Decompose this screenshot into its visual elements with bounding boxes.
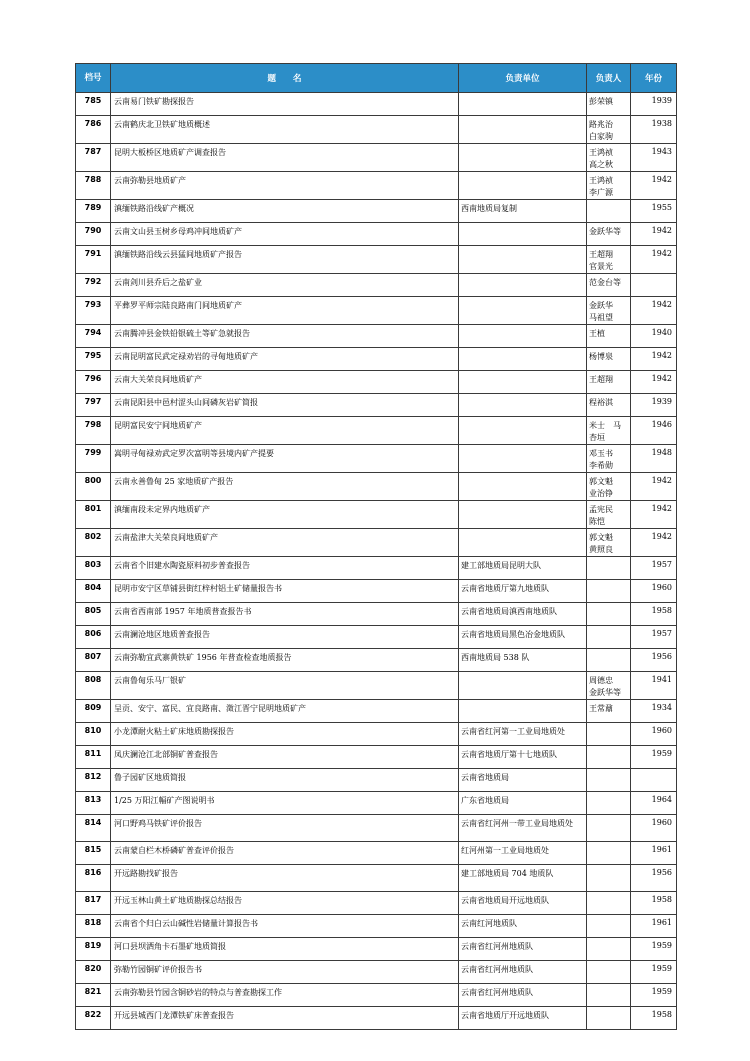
archive-no-cell: 800: [76, 473, 111, 501]
title-cell: 云南省西南部 1957 年地质普查报告书: [111, 603, 459, 626]
person-cell: [587, 144, 631, 172]
header-year: [631, 64, 677, 93]
table-row: [76, 348, 677, 371]
archive-no-cell: 816: [76, 865, 111, 892]
unit-cell: 建工部地质局昆明大队: [459, 557, 587, 580]
unit-cell: [459, 223, 587, 246]
person-name: 金跃华: [589, 301, 613, 310]
title-cell: 开远路勘找矿报告: [111, 865, 459, 892]
year-cell: 1940: [631, 325, 677, 348]
person-name: 杨博泉: [589, 352, 613, 361]
archive-no-cell: 786: [76, 116, 111, 144]
unit-cell: 西南地质局复制: [459, 200, 587, 223]
year-cell: 1959: [631, 938, 677, 961]
person-name: 程裕淇: [589, 398, 613, 407]
table-body: [76, 93, 677, 1030]
person-cell: [587, 672, 631, 700]
unit-cell: 云南省地质厅第十七地质队: [459, 746, 587, 769]
archive-no-cell: 811: [76, 746, 111, 769]
archive-no-cell: 802: [76, 529, 111, 557]
archive-no-cell: 792: [76, 274, 111, 297]
table-row: [76, 626, 677, 649]
unit-cell: [459, 501, 587, 529]
person-name: 彭荣镇: [589, 97, 613, 106]
archive-no-cell: 815: [76, 842, 111, 865]
year-cell: 1961: [631, 915, 677, 938]
table-row: [76, 580, 677, 603]
year-cell: 1942: [631, 529, 677, 557]
title-cell: 鲁子园矿区地质简报: [111, 769, 459, 792]
table-row: [76, 529, 677, 557]
table-row: [76, 984, 677, 1007]
person-cell: [587, 557, 631, 580]
person-cell: [587, 445, 631, 473]
header-unit: [459, 64, 587, 93]
title-cell: 云南澜沧地区地质普查报告: [111, 626, 459, 649]
table-row: [76, 892, 677, 915]
unit-cell: [459, 417, 587, 445]
table-row: [76, 246, 677, 274]
table-row: [76, 557, 677, 580]
unit-cell: 红河州第一工业局地质处: [459, 842, 587, 865]
person-cell: [587, 223, 631, 246]
unit-cell: [459, 394, 587, 417]
person-cell: [587, 580, 631, 603]
archive-no-cell: 808: [76, 672, 111, 700]
unit-cell: [459, 144, 587, 172]
year-cell: 1938: [631, 116, 677, 144]
person-cell: [587, 723, 631, 746]
person-name: 黄照良: [589, 545, 613, 554]
person-cell: [587, 325, 631, 348]
archive-table: [75, 63, 677, 1030]
table-row: [76, 93, 677, 116]
title-cell: 凤庆澜沧江北部铜矿普查报告: [111, 746, 459, 769]
unit-cell: [459, 348, 587, 371]
unit-cell: 云南省红河第一工业局地质处: [459, 723, 587, 746]
title-cell: 云南省个旧建水陶瓷原料初步普查报告: [111, 557, 459, 580]
person-cell: [587, 501, 631, 529]
table-row: [76, 792, 677, 815]
archive-no-cell: 807: [76, 649, 111, 672]
unit-cell: 云南省地质局: [459, 769, 587, 792]
archive-no-cell: 791: [76, 246, 111, 274]
person-name: 业治铮: [589, 489, 613, 498]
archive-no-cell: 813: [76, 792, 111, 815]
table-row: [76, 915, 677, 938]
header-year-label: 年份: [644, 74, 662, 84]
title-cell: 云南大关荣良间地质矿产: [111, 371, 459, 394]
person-name: 高之秋: [589, 160, 613, 169]
title-cell: 开远玉林山黄土矿地质勘探总结报告: [111, 892, 459, 915]
person-cell: [587, 246, 631, 274]
person-name: 陈恺: [589, 517, 605, 526]
person-cell: [587, 700, 631, 723]
year-cell: 1959: [631, 746, 677, 769]
unit-cell: [459, 529, 587, 557]
table-row: [76, 842, 677, 865]
person-cell: [587, 915, 631, 938]
table-row: [76, 445, 677, 473]
year-cell: 1959: [631, 984, 677, 1007]
person-cell: [587, 348, 631, 371]
person-cell: [587, 603, 631, 626]
year-cell: 1958: [631, 603, 677, 626]
title-cell: 呈贡、安宁、富民、宜良路南、澂江晋宁昆明地质矿产: [111, 700, 459, 723]
title-cell: 云南盐津大关荣良间地质矿产: [111, 529, 459, 557]
year-cell: 1955: [631, 200, 677, 223]
person-name: 官景光: [589, 262, 613, 271]
year-cell: 1956: [631, 865, 677, 892]
table-row: [76, 417, 677, 445]
header-archive-no: [76, 64, 111, 93]
person-name: 王常鼐: [589, 704, 613, 713]
table-row: [76, 961, 677, 984]
unit-cell: 云南省地质局开远地质队: [459, 892, 587, 915]
archive-no-cell: 806: [76, 626, 111, 649]
header-title-label: 题 名: [267, 74, 302, 84]
person-name: 孟宪民: [589, 505, 613, 514]
year-cell: 1959: [631, 961, 677, 984]
person-name: 金跃华等: [589, 688, 621, 697]
unit-cell: [459, 116, 587, 144]
title-cell: 云南易门铁矿勘探报告: [111, 93, 459, 116]
table-row: [76, 501, 677, 529]
year-cell: 1934: [631, 700, 677, 723]
title-cell: 云南省个归白云山碱性岩储量计算报告书: [111, 915, 459, 938]
archive-no-cell: 799: [76, 445, 111, 473]
unit-cell: [459, 246, 587, 274]
person-cell: [587, 274, 631, 297]
person-cell: [587, 1007, 631, 1030]
person-cell: [587, 865, 631, 892]
year-cell: 1942: [631, 172, 677, 200]
title-cell: 平彝罗平师宗陆良路南门间地质矿产: [111, 297, 459, 325]
archive-no-cell: 789: [76, 200, 111, 223]
person-cell: [587, 961, 631, 984]
archive-no-cell: 795: [76, 348, 111, 371]
table-row: [76, 144, 677, 172]
unit-cell: 云南省红河州地质队: [459, 938, 587, 961]
year-cell: 1942: [631, 297, 677, 325]
person-cell: [587, 297, 631, 325]
table-header-row: [76, 64, 677, 93]
year-cell: 1939: [631, 394, 677, 417]
title-cell: 昆明市安宁区草铺县街红梓村铝土矿储量报告书: [111, 580, 459, 603]
title-cell: 滇缅铁路沿线矿产概况: [111, 200, 459, 223]
unit-cell: [459, 93, 587, 116]
unit-cell: [459, 473, 587, 501]
person-cell: [587, 371, 631, 394]
archive-no-cell: 822: [76, 1007, 111, 1030]
title-cell: 云南永善鲁甸 25 家地质矿产报告: [111, 473, 459, 501]
archive-no-cell: 797: [76, 394, 111, 417]
unit-cell: [459, 672, 587, 700]
title-cell: 滇缅南段未定界内地质矿产: [111, 501, 459, 529]
title-cell: 云南文山县玉树乡母鸡冲间地质矿产: [111, 223, 459, 246]
year-cell: 1957: [631, 626, 677, 649]
table-row: [76, 371, 677, 394]
person-cell: [587, 842, 631, 865]
year-cell: 1942: [631, 501, 677, 529]
archive-no-cell: 819: [76, 938, 111, 961]
archive-no-cell: 787: [76, 144, 111, 172]
archive-no-cell: 793: [76, 297, 111, 325]
table-row: [76, 700, 677, 723]
person-name: 邓玉书: [589, 449, 613, 458]
title-cell: 云南弥勒县竹园含铜砂岩的特点与普查勘探工作: [111, 984, 459, 1007]
title-cell: 1/25 万阳江幅矿产图说明书: [111, 792, 459, 815]
header-person: [587, 64, 631, 93]
year-cell: 1943: [631, 144, 677, 172]
archive-no-cell: 804: [76, 580, 111, 603]
title-cell: 云南鹤庆北卫铁矿地质概述: [111, 116, 459, 144]
year-cell: 1956: [631, 649, 677, 672]
person-name: 周德忠: [589, 676, 613, 685]
archive-no-cell: 810: [76, 723, 111, 746]
table-row: [76, 325, 677, 348]
year-cell: 1941: [631, 672, 677, 700]
year-cell: 1960: [631, 580, 677, 603]
unit-cell: 云南省地质局黑色冶金地质队: [459, 626, 587, 649]
unit-cell: 云南红河地质队: [459, 915, 587, 938]
table-row: [76, 769, 677, 792]
person-cell: [587, 473, 631, 501]
archive-no-cell: 794: [76, 325, 111, 348]
person-cell: [587, 792, 631, 815]
year-cell: 1960: [631, 723, 677, 746]
unit-cell: 云南省地质厅开远地质队: [459, 1007, 587, 1030]
person-name: 王超翔: [589, 375, 613, 384]
year-cell: 1964: [631, 792, 677, 815]
year-cell: 1939: [631, 93, 677, 116]
unit-cell: [459, 700, 587, 723]
year-cell: 1958: [631, 1007, 677, 1030]
table-row: [76, 938, 677, 961]
person-cell: [587, 938, 631, 961]
person-name: 郭文魁: [589, 477, 613, 486]
title-cell: 嵩明寻甸禄劝武定罗次富明等县境内矿产提要: [111, 445, 459, 473]
table-row: [76, 1007, 677, 1030]
person-cell: [587, 172, 631, 200]
unit-cell: 云南省红河州一带工业局地质处: [459, 815, 587, 842]
person-cell: [587, 769, 631, 792]
person-cell: [587, 626, 631, 649]
year-cell: [631, 769, 677, 792]
archive-no-cell: 809: [76, 700, 111, 723]
unit-cell: [459, 297, 587, 325]
header-archive-no-label: 档号: [84, 72, 102, 83]
person-name: 王鸿祯: [589, 148, 613, 157]
table-row: [76, 172, 677, 200]
archive-no-cell: 817: [76, 892, 111, 915]
person-name: 李广源: [589, 188, 613, 197]
unit-cell: 建工部地质局 704 地质队: [459, 865, 587, 892]
year-cell: 1958: [631, 892, 677, 915]
archive-no-cell: 803: [76, 557, 111, 580]
table-row: [76, 223, 677, 246]
person-cell: [587, 93, 631, 116]
year-cell: 1942: [631, 348, 677, 371]
person-cell: [587, 200, 631, 223]
person-cell: [587, 984, 631, 1007]
title-cell: 昆明大板桥区地质矿产调查报告: [111, 144, 459, 172]
table-row: [76, 672, 677, 700]
year-cell: 1960: [631, 815, 677, 842]
archive-no-cell: 788: [76, 172, 111, 200]
archive-no-cell: 821: [76, 984, 111, 1007]
title-cell: 云南弥勒宜武寨黄铁矿 1956 年普查检查地质报告: [111, 649, 459, 672]
table-row: [76, 746, 677, 769]
person-name: 范金台等: [589, 278, 621, 287]
person-name: 金跃华等: [589, 227, 621, 236]
unit-cell: 云南省红河州地质队: [459, 984, 587, 1007]
table-row: [76, 865, 677, 892]
table-row: [76, 200, 677, 223]
table-row: [76, 116, 677, 144]
unit-cell: [459, 172, 587, 200]
person-name: 王鸿祯: [589, 176, 613, 185]
title-cell: 云南鲁甸乐马厂银矿: [111, 672, 459, 700]
unit-cell: 广东省地质局: [459, 792, 587, 815]
person-name: 米士 马: [589, 421, 621, 430]
person-name: 马祖望: [589, 313, 613, 322]
title-cell: 云南剑川县乔后之盐矿业: [111, 274, 459, 297]
table-row: [76, 815, 677, 842]
archive-no-cell: 798: [76, 417, 111, 445]
year-cell: 1961: [631, 842, 677, 865]
archive-no-cell: 790: [76, 223, 111, 246]
archive-no-cell: 814: [76, 815, 111, 842]
archive-no-cell: 818: [76, 915, 111, 938]
person-cell: [587, 394, 631, 417]
person-cell: [587, 116, 631, 144]
title-cell: 小龙潭耐火粘土矿床地质勘探报告: [111, 723, 459, 746]
person-cell: [587, 815, 631, 842]
year-cell: 1942: [631, 223, 677, 246]
person-cell: [587, 417, 631, 445]
archive-no-cell: 796: [76, 371, 111, 394]
person-cell: [587, 892, 631, 915]
title-cell: 云南弥勒县地质矿产: [111, 172, 459, 200]
unit-cell: 云南省地质局滇西南地质队: [459, 603, 587, 626]
year-cell: 1942: [631, 246, 677, 274]
person-name: 郭文魁: [589, 533, 613, 542]
table-row: [76, 394, 677, 417]
year-cell: 1948: [631, 445, 677, 473]
person-name: 白家驹: [589, 132, 613, 141]
table-row: [76, 473, 677, 501]
year-cell: 1957: [631, 557, 677, 580]
title-cell: 云南腾冲县金铁铅银硫土等矿急就报告: [111, 325, 459, 348]
title-cell: 弥勒竹园铜矿评价报告书: [111, 961, 459, 984]
unit-cell: 云南省红河州地质队: [459, 961, 587, 984]
title-cell: 云南昆阳县中邑村涩头山间磷灰岩矿简报: [111, 394, 459, 417]
table-row: [76, 603, 677, 626]
table-row: [76, 723, 677, 746]
person-name: 王超翔: [589, 250, 613, 259]
title-cell: 滇缅铁路沿线云县猛间地质矿产报告: [111, 246, 459, 274]
table-row: [76, 297, 677, 325]
unit-cell: [459, 325, 587, 348]
person-cell: [587, 649, 631, 672]
title-cell: 昆明富民安宁间地质矿产: [111, 417, 459, 445]
person-name: 王植: [589, 329, 605, 338]
header-person-label: 负责人: [595, 74, 622, 84]
archive-no-cell: 785: [76, 93, 111, 116]
title-cell: 开远县城西门龙潭铁矿床普查报告: [111, 1007, 459, 1030]
title-cell: 云南蒙自栏木桥磷矿普查评价报告: [111, 842, 459, 865]
person-name: 路兆治: [589, 120, 613, 129]
person-cell: [587, 746, 631, 769]
archive-no-cell: 805: [76, 603, 111, 626]
year-cell: 1942: [631, 473, 677, 501]
person-name: 杏垣: [589, 433, 605, 442]
archive-no-cell: 801: [76, 501, 111, 529]
unit-cell: [459, 371, 587, 394]
year-cell: 1946: [631, 417, 677, 445]
unit-cell: 云南省地质厅第九地质队: [459, 580, 587, 603]
person-name: 李希勋: [589, 461, 613, 470]
year-cell: [631, 274, 677, 297]
header-unit-label: 负责单位: [505, 74, 540, 84]
archive-no-cell: 812: [76, 769, 111, 792]
table-row: [76, 649, 677, 672]
title-cell: 河口县坝洒角卡石墨矿地质简报: [111, 938, 459, 961]
header-title: [111, 64, 459, 93]
table-row: [76, 274, 677, 297]
unit-cell: 西南地质局 538 队: [459, 649, 587, 672]
archive-no-cell: 820: [76, 961, 111, 984]
title-cell: 河口野鸡马铁矿评价报告: [111, 815, 459, 842]
year-cell: 1942: [631, 371, 677, 394]
unit-cell: [459, 274, 587, 297]
unit-cell: [459, 445, 587, 473]
person-cell: [587, 529, 631, 557]
title-cell: 云南昆明富民武定禄劝岩的寻甸地质矿产: [111, 348, 459, 371]
